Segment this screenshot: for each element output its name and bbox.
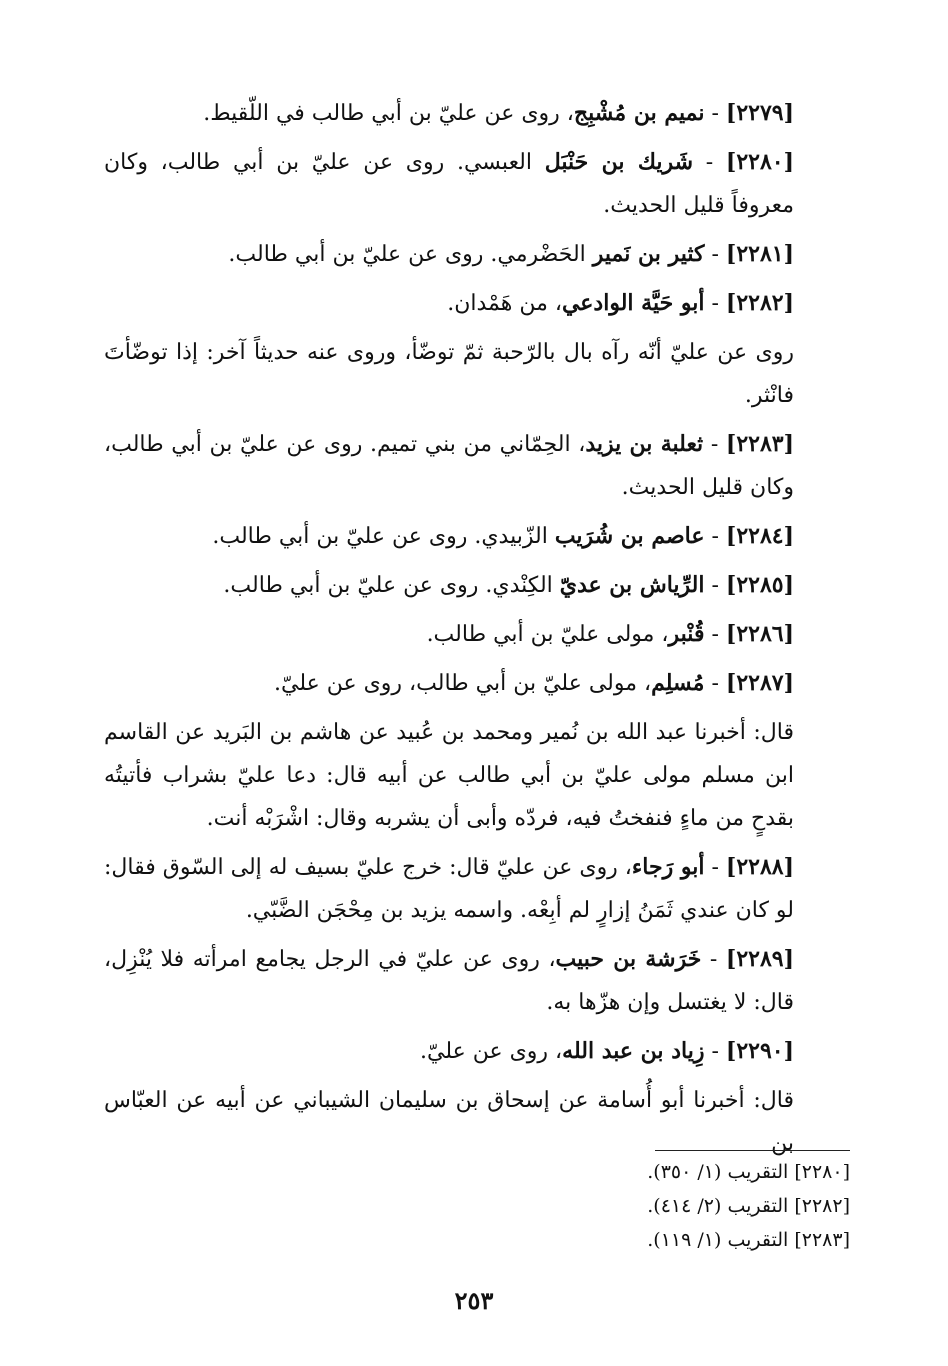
entry-separator: - bbox=[704, 855, 726, 880]
entry-number: [٢٢٨٩] bbox=[725, 946, 794, 972]
entry-number: [٢٢٨٢] bbox=[725, 290, 794, 316]
entry-name: مُسلِم bbox=[651, 670, 705, 696]
entry-text: ، روى عن عليّ في الرجل يجامع امرأته فلا يُنْزِل، قال: لا يغتسل وإن هزّها به. bbox=[104, 947, 794, 1015]
entry-text: الحَضْرمي. روى عن عليّ بن أبي طالب. bbox=[228, 242, 593, 267]
entry-text: العبسي. روى عن عليّ بن أبي طالب، وكان معروفاً قليل الحديث. bbox=[104, 150, 794, 218]
entry-number: [٢٢٨١] bbox=[725, 241, 794, 267]
entry-number: [٢٢٨٦] bbox=[725, 621, 794, 647]
entry-name: خَرَشة بن حبيب bbox=[555, 946, 702, 972]
entry-2284 bbox=[104, 515, 850, 558]
entry-name: كثير بن نَمير bbox=[592, 241, 705, 267]
entry-name: قُنْبر bbox=[668, 621, 705, 647]
narration-text: قال: أخبرنا أبو أُسامة عن إسحاق بن سليمان الشيباني عن أبيه عن العبّاس بن bbox=[104, 1088, 794, 1156]
entry-2289 bbox=[104, 938, 850, 1024]
entry-name: أبو رَجاء bbox=[631, 854, 705, 880]
page-number: ٢٥٣ bbox=[454, 1286, 494, 1315]
footnote-item: [٢٢٨٠] التقريب (١/ ٣٥٠). bbox=[647, 1161, 850, 1183]
entry-2288 bbox=[104, 846, 850, 932]
entry-number: [٢٢٨٠] bbox=[725, 149, 795, 175]
entry-text: ، روى عن عليّ بن أبي طالب في اللّقيط. bbox=[203, 101, 574, 126]
entry-number: [٢٢٨٥] bbox=[725, 572, 794, 598]
entry-separator: - bbox=[704, 291, 726, 316]
entry-text: ، مولى عليّ بن أبي طالب. bbox=[426, 622, 669, 647]
entry-text: ، مولى عليّ بن أبي طالب، روى عن عليّ. bbox=[273, 671, 652, 696]
entry-2279 bbox=[104, 92, 850, 135]
entry-text: الزّبيدي. روى عن عليّ بن أبي طالب. bbox=[212, 524, 555, 549]
entry-name: الرِّياش بن عديّ bbox=[559, 572, 705, 598]
entry-2285 bbox=[104, 564, 850, 607]
narration-paragraph bbox=[104, 1079, 850, 1165]
entry-name: نميم بن مُشْبِج bbox=[573, 100, 705, 126]
entry-number: [٢٢٨٨] bbox=[725, 854, 795, 880]
entry-number: [٢٢٨٤] bbox=[725, 523, 794, 549]
entry-separator: - bbox=[704, 101, 726, 126]
entry-number: [٢٢٨٧] bbox=[725, 670, 794, 696]
entry-2281 bbox=[104, 233, 850, 276]
entry-2282 bbox=[104, 282, 850, 325]
entry-separator: - bbox=[704, 242, 726, 267]
entry-text: الكِنْدي. روى عن عليّ بن أبي طالب. bbox=[223, 573, 560, 598]
entry-separator: - bbox=[693, 150, 726, 175]
entry-name: شَريك بن حَنْبَل bbox=[544, 149, 694, 175]
entry-2287 bbox=[104, 662, 850, 705]
entry-text: ، روى عن عليّ. bbox=[419, 1039, 563, 1064]
footnotes bbox=[560, 1155, 850, 1257]
narration-text: قال: أخبرنا عبد الله بن نُمير ومحمد بن عُبيد عن هاشم بن البَريد عن القاسم ابن مسلم مولى عليّ بن أبي طالب عن أبيه قال: دعا عليّ بشراب فأتيتُه بقدحٍ من ماءٍ فنفختُ فيه، فردّه وأبى أن يشربه وقال: اشْرَبْه أنت. bbox=[104, 720, 794, 831]
entry-separator: - bbox=[704, 573, 726, 598]
entry-text: ، روى عن عليّ قال: خرج عليّ بسيف له إلى السّوق فقال: لو كان عندي ثَمَنُ إزارٍ لم أبِعْه. واسمه يزيد بن مِحْجَن الضَّبّي. bbox=[104, 855, 794, 923]
entry-2283 bbox=[104, 423, 850, 509]
entry-name: ثعلبة بن يزيد bbox=[585, 431, 704, 457]
entry-2286 bbox=[104, 613, 850, 656]
entry-text: ، الحِمّاني من بني تميم. روى عن عليّ بن أبي طالب، وكان قليل الحديث. bbox=[104, 432, 794, 500]
footnote-divider bbox=[655, 1150, 850, 1151]
narration-paragraph bbox=[104, 711, 850, 840]
entry-name: زِياد بن عبد الله bbox=[562, 1038, 705, 1064]
entry-separator: - bbox=[704, 1039, 726, 1064]
entry-name: عاصم بن شُرَيب bbox=[554, 523, 705, 549]
entry-2290 bbox=[104, 1030, 850, 1073]
footnote-item: [٢٢٨٣] التقريب (١/ ١١٩). bbox=[647, 1229, 850, 1251]
entry-text: ، من هَمْدان. bbox=[447, 291, 562, 316]
main-text bbox=[104, 92, 850, 1171]
footnote-item: [٢٢٨٢] التقريب (٢/ ٤١٤). bbox=[647, 1195, 850, 1217]
entry-number: [٢٢٨٣] bbox=[725, 431, 795, 457]
entry-separator: - bbox=[704, 524, 726, 549]
entry-separator: - bbox=[701, 947, 726, 972]
entry-number: [٢٢٩٠] bbox=[725, 1038, 794, 1064]
entry-separator: - bbox=[704, 671, 726, 696]
entry-2280 bbox=[104, 141, 850, 227]
entry-name: أبو حَيَّة الوادعي bbox=[561, 290, 705, 316]
narration-paragraph bbox=[104, 331, 850, 417]
entry-number: [٢٢٧٩] bbox=[725, 100, 794, 126]
entry-separator: - bbox=[703, 432, 726, 457]
narration-text: روى عن عليّ أنّه رآه بال بالرّحبة ثمّ توضّأ، وروى عنه حديثاً آخر: إذا توضّأتَ فانْثر. bbox=[104, 340, 794, 408]
entry-separator: - bbox=[704, 622, 726, 647]
